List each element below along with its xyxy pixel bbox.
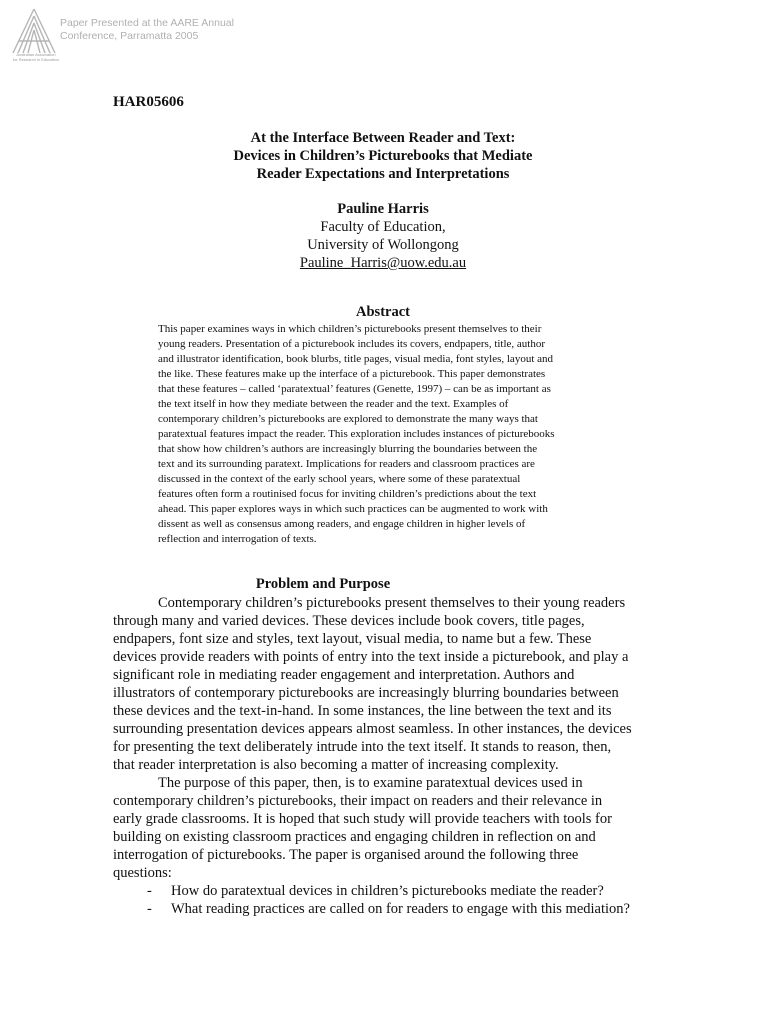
logo-caption-line: Australian Association bbox=[16, 52, 56, 57]
body-line: building on existing classroom practices and engaging children in reflection on and bbox=[113, 829, 596, 845]
paper-title bbox=[113, 129, 653, 183]
title-line: Reader Expectations and Interpretations bbox=[256, 166, 510, 182]
abstract-line: that show how children’s authors are increasingly blurring the boundaries between the bbox=[158, 443, 538, 455]
abstract-line: dissent as well as consensus among readers, and engage children in higher levels of bbox=[158, 518, 526, 530]
conference-note bbox=[60, 17, 234, 43]
body-line: these devices and the text-in-hand. In some instances, the line between the text and its bbox=[113, 703, 612, 719]
affiliation-line: University of Wollongong bbox=[307, 237, 459, 253]
abstract-line: ahead. This paper explores ways in which such practices can be augmented to work with bbox=[158, 503, 548, 515]
abstract-line: This paper examines ways in which children’s picturebooks present themselves to their bbox=[158, 323, 542, 335]
author-block bbox=[113, 200, 653, 272]
body-line: questions: bbox=[113, 865, 172, 881]
body-line: through many and varied devices. These devices include book covers, title pages, bbox=[113, 613, 585, 629]
title-line: Devices in Children’s Picturebooks that Mediate bbox=[233, 148, 533, 164]
author-name: Pauline Harris bbox=[337, 201, 429, 217]
abstract-line: young readers. Presentation of a picturebook includes its covers, endpapers, title, author bbox=[158, 338, 546, 350]
question-text: What reading practices are called on for readers to engage with this mediation? bbox=[171, 901, 630, 917]
abstract-heading: Abstract bbox=[356, 304, 410, 320]
body-line: endpapers, font size and styles, text layout, visual media, to name but a few. These bbox=[113, 631, 592, 647]
body-line: that reader interpretation is also becoming a matter of increasing complexity. bbox=[113, 757, 559, 773]
conference-note-line: Conference, Parramatta 2005 bbox=[60, 30, 199, 42]
body-line: devices provide readers with points of entry into the text inside a picturebook, and play a bbox=[113, 649, 629, 665]
abstract-line: and illustrator identification, book blurbs, title pages, visual media, font styles, layout and bbox=[158, 353, 554, 365]
conference-note-line: Paper Presented at the AARE Annual bbox=[60, 17, 234, 29]
bullet-marker: - bbox=[147, 901, 152, 917]
question-text: How do paratextual devices in children’s picturebooks mediate the reader? bbox=[171, 883, 604, 899]
affiliation-line: Faculty of Education, bbox=[320, 219, 446, 235]
abstract-line: the like. These features make up the interface of a picturebook. This paper demonstrates bbox=[158, 368, 546, 380]
abstract-line: text and its surrounding paratext. Implications for readers and classroom practices are bbox=[158, 458, 535, 470]
logo-caption bbox=[4, 52, 68, 62]
question-list-item bbox=[113, 900, 673, 918]
body-line: early grade classrooms. It is hoped that such study will provide teachers with tools for bbox=[113, 811, 612, 827]
question-list-item bbox=[113, 882, 673, 900]
body-line: contemporary children’s picturebooks, their impact on readers and their relevance in bbox=[113, 793, 603, 809]
abstract-line: that these features – called ‘paratextual’ features (Genette, 1997) – can be as important as bbox=[158, 383, 551, 395]
body-line: surrounding presentation devices appears almost seamless. In other instances, the devices bbox=[113, 721, 632, 737]
title-line: At the Interface Between Reader and Text: bbox=[250, 130, 516, 146]
body-line: Contemporary children’s picturebooks present themselves to their young readers bbox=[158, 595, 626, 611]
body-line: for presenting the text deliberately intrude into the text itself. It stands to reason, then, bbox=[113, 739, 612, 755]
abstract-line: contemporary children’s picturebooks are explored to demonstrate the many ways that bbox=[158, 413, 538, 425]
section-body bbox=[113, 594, 673, 918]
abstract-line: features often form a routinised focus for inviting children’s predictions about the text bbox=[158, 488, 537, 500]
author-email-link[interactable]: Pauline_Harris@uow.edu.au bbox=[299, 255, 467, 271]
body-line: illustrators of contemporary picturebooks are increasingly blurring boundaries between bbox=[113, 685, 619, 701]
abstract-line: reflection and interrogation of texts. bbox=[158, 533, 317, 545]
logo-caption-line: for Research in Education bbox=[12, 57, 60, 62]
bullet-marker: - bbox=[147, 883, 152, 899]
section-heading: Problem and Purpose bbox=[255, 576, 391, 592]
body-line: significant role in mediating reader engagement and interpretation. Authors and bbox=[113, 667, 575, 683]
body-line: The purpose of this paper, then, is to examine paratextual devices used in bbox=[158, 775, 583, 791]
abstract-line: discussed in the context of the early school years, where some of these paratextual bbox=[158, 473, 521, 485]
abstract-text bbox=[158, 322, 618, 547]
paper-code: HAR05606 bbox=[113, 94, 184, 110]
abstract-line: the text itself in how they mediate between the reader and the text. Examples of bbox=[158, 398, 509, 410]
abstract-line: paratextual features impact the reader. This exploration includes instances of picturebooks bbox=[158, 428, 555, 440]
body-line: interrogation of picturebooks. The paper is organised around the following three bbox=[113, 847, 579, 863]
